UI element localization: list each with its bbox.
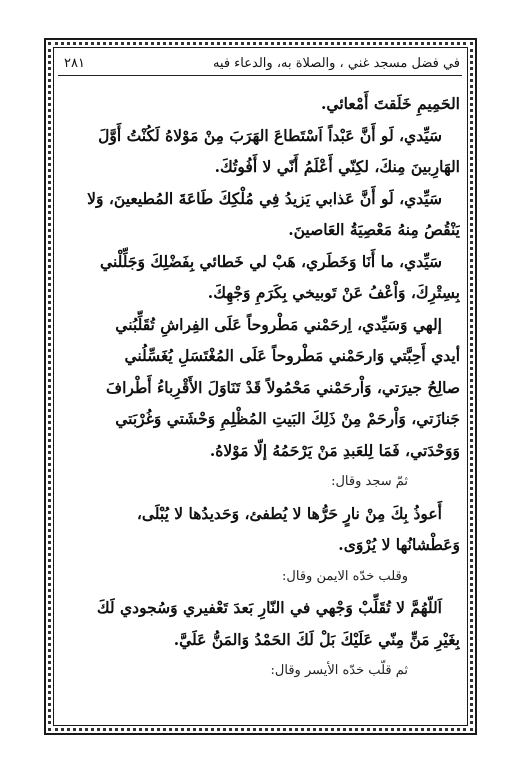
text-line: سَيِّدي، لَو أَنَّ عَذابي يَزيدُ فِي مُلْكِكَ طَاعَةَ المُطيعينَ، وَلا (87, 188, 442, 208)
text-line: وَعَطْشانُها لا يُرْوَى. (338, 535, 460, 554)
page-number: ٢٨١ (64, 56, 85, 71)
text-line: أَعوذُ بِكَ مِنْ نارٍ حَرُّها لا يُطفئ، وَحَديدُها لا يُبْلَى، (136, 503, 442, 523)
text-line: بِسِتْرِكَ، وَاْعْفُ عَنْ تَوبيخي بِكَرَمِ وَجْهِكَ. (207, 283, 460, 302)
text-line: إلهي وَسَيِّدي، اِرحَمْني مَطْروحاً عَلَى الفِراشِ تُقَلِّبُني (115, 314, 442, 334)
text-line: أيدي أَحِبَّتي وَارحَمْني مَطْروحاً عَلَى المُغْتَسَلِ يُغَسِّلُني (124, 346, 460, 365)
narration-note: ثم قلّب خدّه الأيسر وقال: (270, 663, 408, 678)
text-line: بِغَيْرِ مَنٍّ مِنّي عَلَيْكَ بَلْ لَكَ الحَمْدُ وَالمَنُّ عَلَيَّ. (173, 629, 460, 649)
header-divider (58, 75, 462, 76)
header-title: في فضل مسجد غني ، والصلاة به، والدعاء فيه (212, 56, 460, 71)
text-line: جَنازَتي، وَاْرحَمْ مِنْ ذَلِكَ البَيتِ المُظْلِمِ وَحْشَتي وَغُرْبَتي (115, 409, 460, 428)
text-line: سَيِّدي، ما أَنَا وَخَطَري، هَبْ لي خَطائي بِفَضْلِكَ وَجَلِّلْني (100, 251, 442, 271)
text-line: الحَمِيمِ خَلَقتَ أَمْعائي. (321, 94, 460, 113)
text-line: وَوَحْدَتي، فَمَا لِلعَبدِ مَنْ يَرْحَمُهُ إلّا مَوْلاهُ. (209, 440, 460, 460)
text-line: يَنْقُصُ مِنهُ مَعْصِيَةُ العَاصينَ. (288, 220, 460, 239)
text-line: سَيِّدي، لَو أَنَّ عَبْداً اَسْتَطاعَ الهَرَبَ مِنْ مَوْلاهُ لَكُنْتُ أَوَّلَ (98, 125, 442, 145)
narration-note: وقلب خدّه الايمن وقال: (282, 568, 408, 584)
text-line: اَللّهُمَّ لا تُقَلِّبْ وَجْهي في النّارِ بَعدَ تَعْفيري وَسُجودي لَكَ (96, 598, 442, 617)
narration-note: ثمّ سجد وقال: (331, 474, 408, 489)
running-header (60, 52, 460, 76)
text-line: صالِحُ جيرَتي، وَاْرحَمْني مَحْمُولاً قَدْ تَنَاوَلَ الأَقْرِباءُ أَطْرافَ (106, 377, 460, 397)
text-line: الهَارِبينَ مِنكَ، لكِنّي أَعْلَمُ أَنّي لا أَفُوتُكَ. (214, 157, 460, 176)
page-body (62, 88, 460, 687)
